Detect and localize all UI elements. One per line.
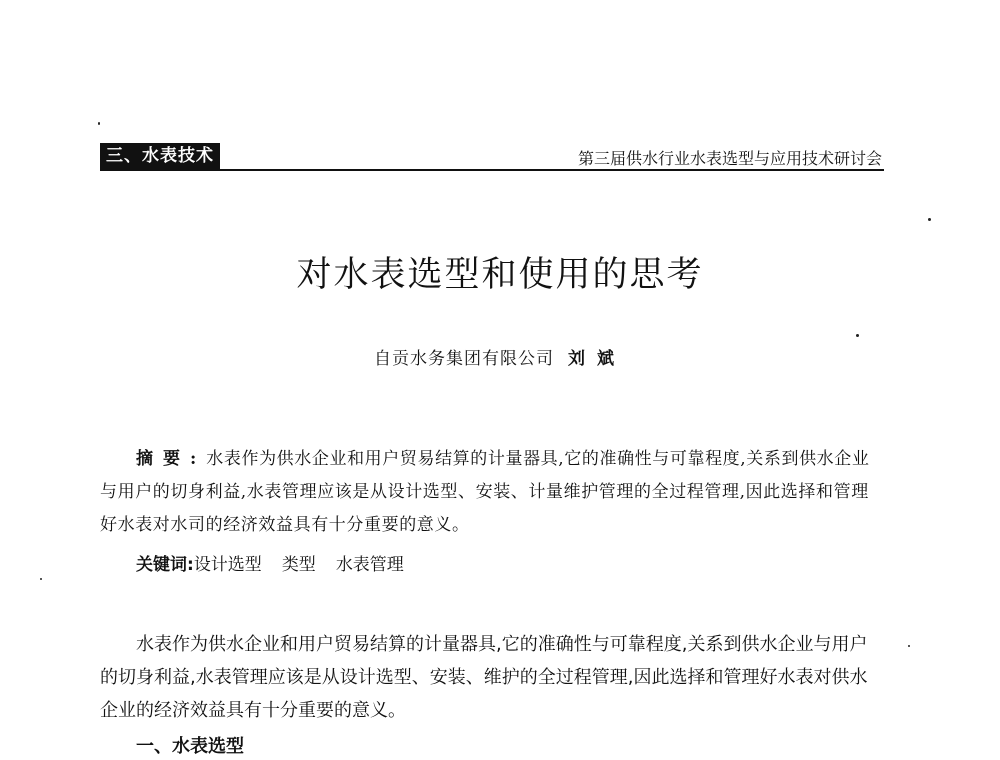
abstract-text: 水表作为供水企业和用户贸易结算的计量器具,它的准确性与可靠程度,关系到供水企业与用户的切身利益,水表管理应该是从设计选型、安装、计量维护管理的全过程管理,因此选择和管理好水表对水司的经济效益具有十分重要的意义。 bbox=[100, 449, 870, 535]
keyword-item: 类型 bbox=[281, 555, 316, 575]
keywords-label: 关键词: bbox=[136, 555, 194, 575]
scan-speck bbox=[98, 122, 100, 125]
scan-speck bbox=[908, 645, 910, 647]
scan-speck bbox=[40, 578, 42, 580]
abstract bbox=[100, 443, 884, 542]
author-name: 刘斌 bbox=[568, 349, 626, 369]
keyword-item: 设计选型 bbox=[193, 555, 262, 575]
scan-speck bbox=[928, 218, 931, 221]
publication-title: 第三届供水行业水表选型与应用技术研讨会 bbox=[577, 149, 882, 168]
abstract-label: 摘要: bbox=[136, 449, 207, 469]
section-tag: 三、水表技术 bbox=[100, 143, 220, 169]
keyword-item: 水表管理 bbox=[335, 555, 404, 575]
affiliation: 自贡水务集团有限公司 bbox=[374, 349, 554, 369]
scan-speck bbox=[856, 334, 859, 337]
header-rule bbox=[100, 169, 884, 171]
body-paragraph: 水表作为供水企业和用户贸易结算的计量器具,它的准确性与可靠程度,关系到供水企业与用户的切身利益,水表管理应该是从设计选型、安装、维护的全过程管理,因此选择和管理好水表对供水企业的经济效益具有十分重要的意义。 bbox=[100, 634, 868, 721]
author-line bbox=[0, 344, 1000, 369]
section-heading: 一、水表选型 bbox=[136, 736, 244, 757]
paper-title: 对水表选型和使用的思考 bbox=[296, 255, 704, 295]
keywords bbox=[136, 552, 884, 578]
